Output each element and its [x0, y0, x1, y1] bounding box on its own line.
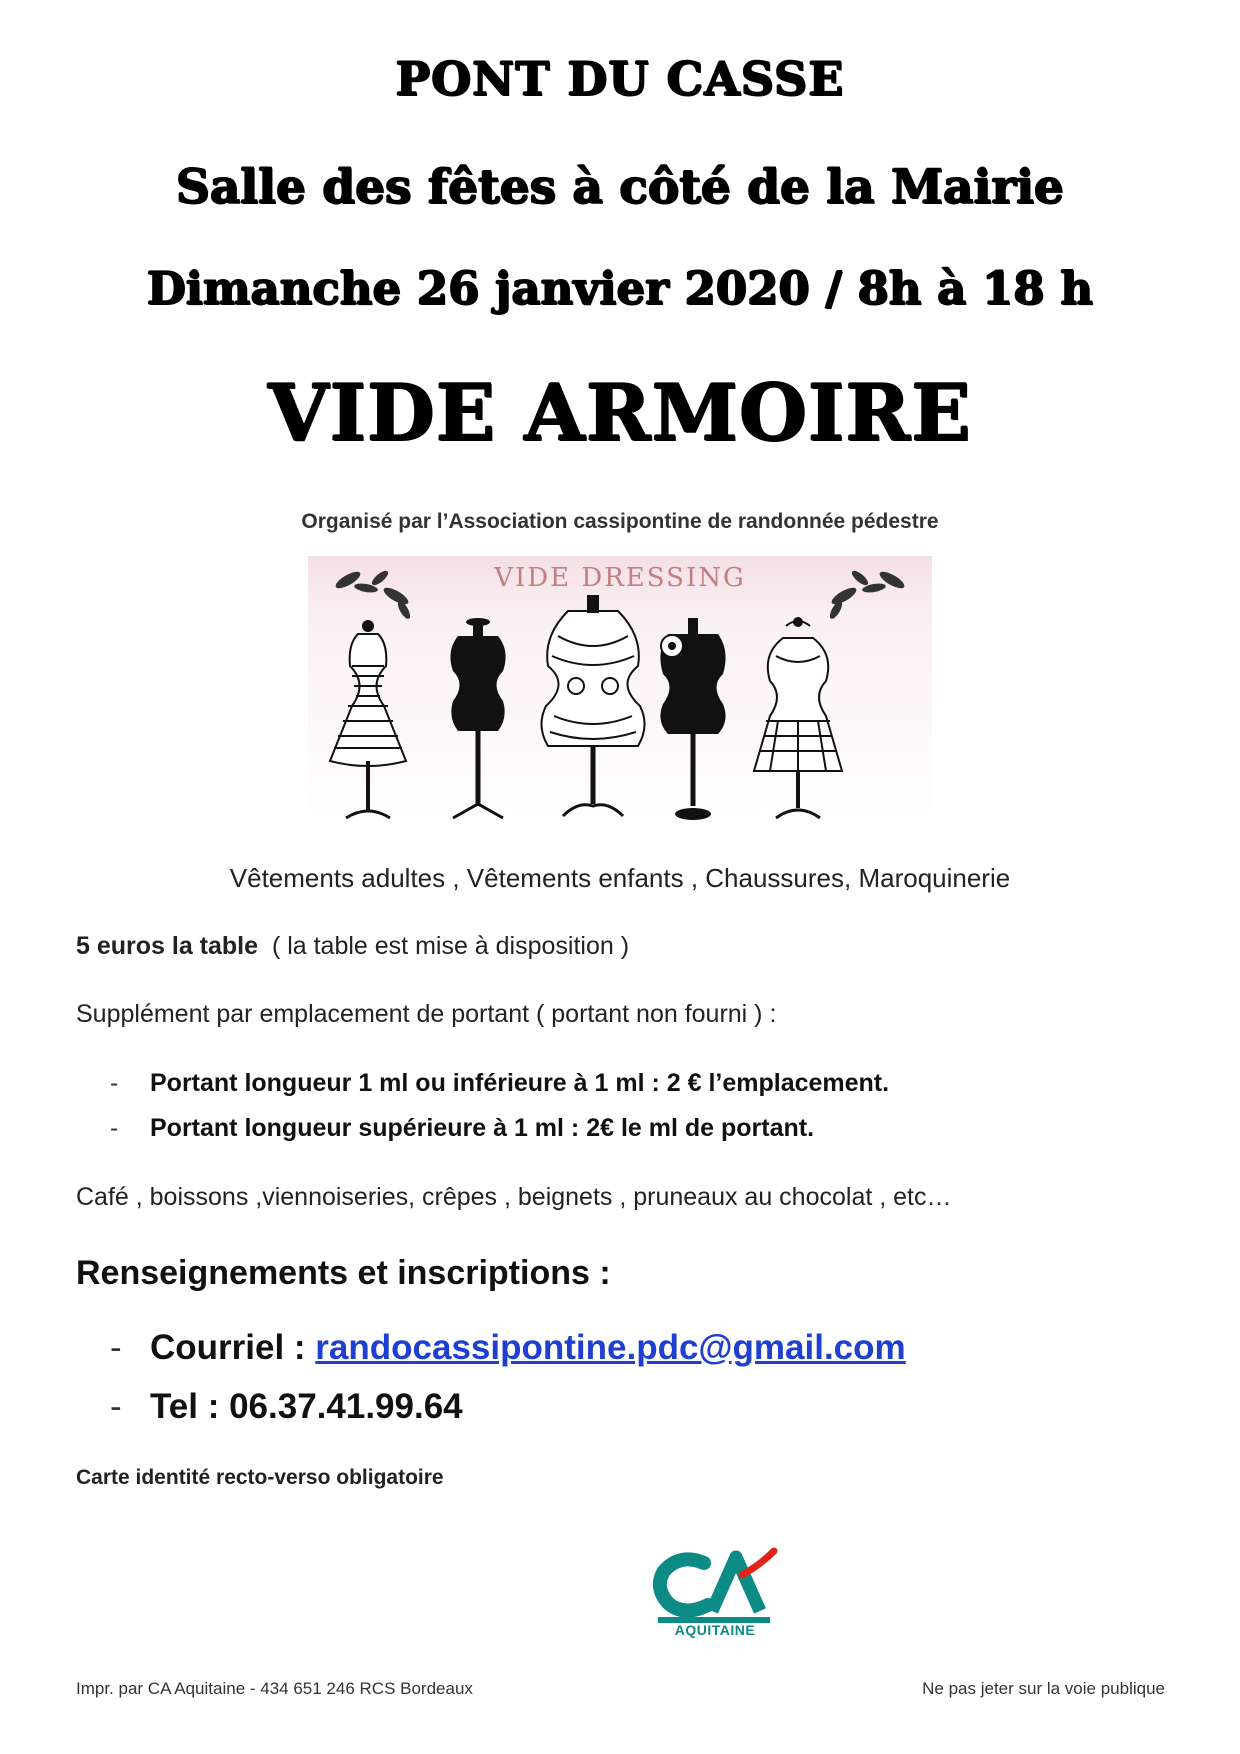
footer-printer: Impr. par CA Aquitaine - 434 651 246 RCS Bordeaux [76, 1679, 473, 1698]
logo-subtitle: AQUITAINE [674, 1622, 756, 1638]
bullet-item-2 [110, 1114, 814, 1143]
date-line: Dimanche 26 janvier 2020 / 8h à 18 h [146, 262, 1094, 315]
contact-tel-line [110, 1387, 463, 1427]
bullet-dash-icon: - [110, 1069, 119, 1097]
bullet-dash-icon: - [110, 1387, 122, 1426]
vide-dressing-illustration [308, 556, 932, 832]
venue-line: Salle des fêtes à côté de la Mairie [176, 160, 1064, 215]
bullet-text: Portant longueur supérieure à 1 ml : 2€ le ml de portant. [150, 1114, 815, 1142]
categories-line: Vêtements adultes , Vêtements enfants , Chaussures, Maroquinerie [229, 863, 1011, 893]
credit-agricole-logo-icon [650, 1545, 778, 1625]
bullet-dash-icon: - [110, 1114, 119, 1142]
footer-notice: Ne pas jeter sur la voie publique [922, 1679, 1165, 1698]
bullet-item-1 [110, 1069, 889, 1098]
banner-text: VIDE DRESSING [494, 563, 746, 593]
tel-text: Tel : 06.37.41.99.64 [150, 1387, 463, 1426]
bullet-dash-icon: - [110, 1328, 122, 1367]
bullet-text: Portant longueur 1 ml ou inférieure à 1 ml : 2 € l’emplacement. [150, 1069, 890, 1097]
refreshments-line: Café , boissons ,viennoiseries, crêpes , beignets , pruneaux au chocolat , etc… [76, 1183, 952, 1211]
email-label: Courriel : [150, 1328, 316, 1367]
price-bold: 5 euros la table [76, 932, 259, 960]
town-title: PONT DU CASSE [395, 52, 845, 106]
event-title: VIDE ARMOIRE [268, 368, 972, 459]
supplement-line: Supplément par emplacement de portant ( portant non fourni ) : [76, 1000, 777, 1028]
email-link[interactable]: randocassipontine.pdc@gmail.com [315, 1328, 906, 1367]
price-note: ( la table est mise à disposition ) [271, 932, 630, 960]
contact-heading: Renseignements et inscriptions : [76, 1254, 611, 1292]
organizer-line: Organisé par l’Association cassipontine de randonnée pédestre [301, 510, 939, 533]
id-note: Carte identité recto-verso obligatoire [76, 1466, 444, 1489]
price-line [76, 932, 629, 961]
contact-email-line [110, 1328, 906, 1368]
